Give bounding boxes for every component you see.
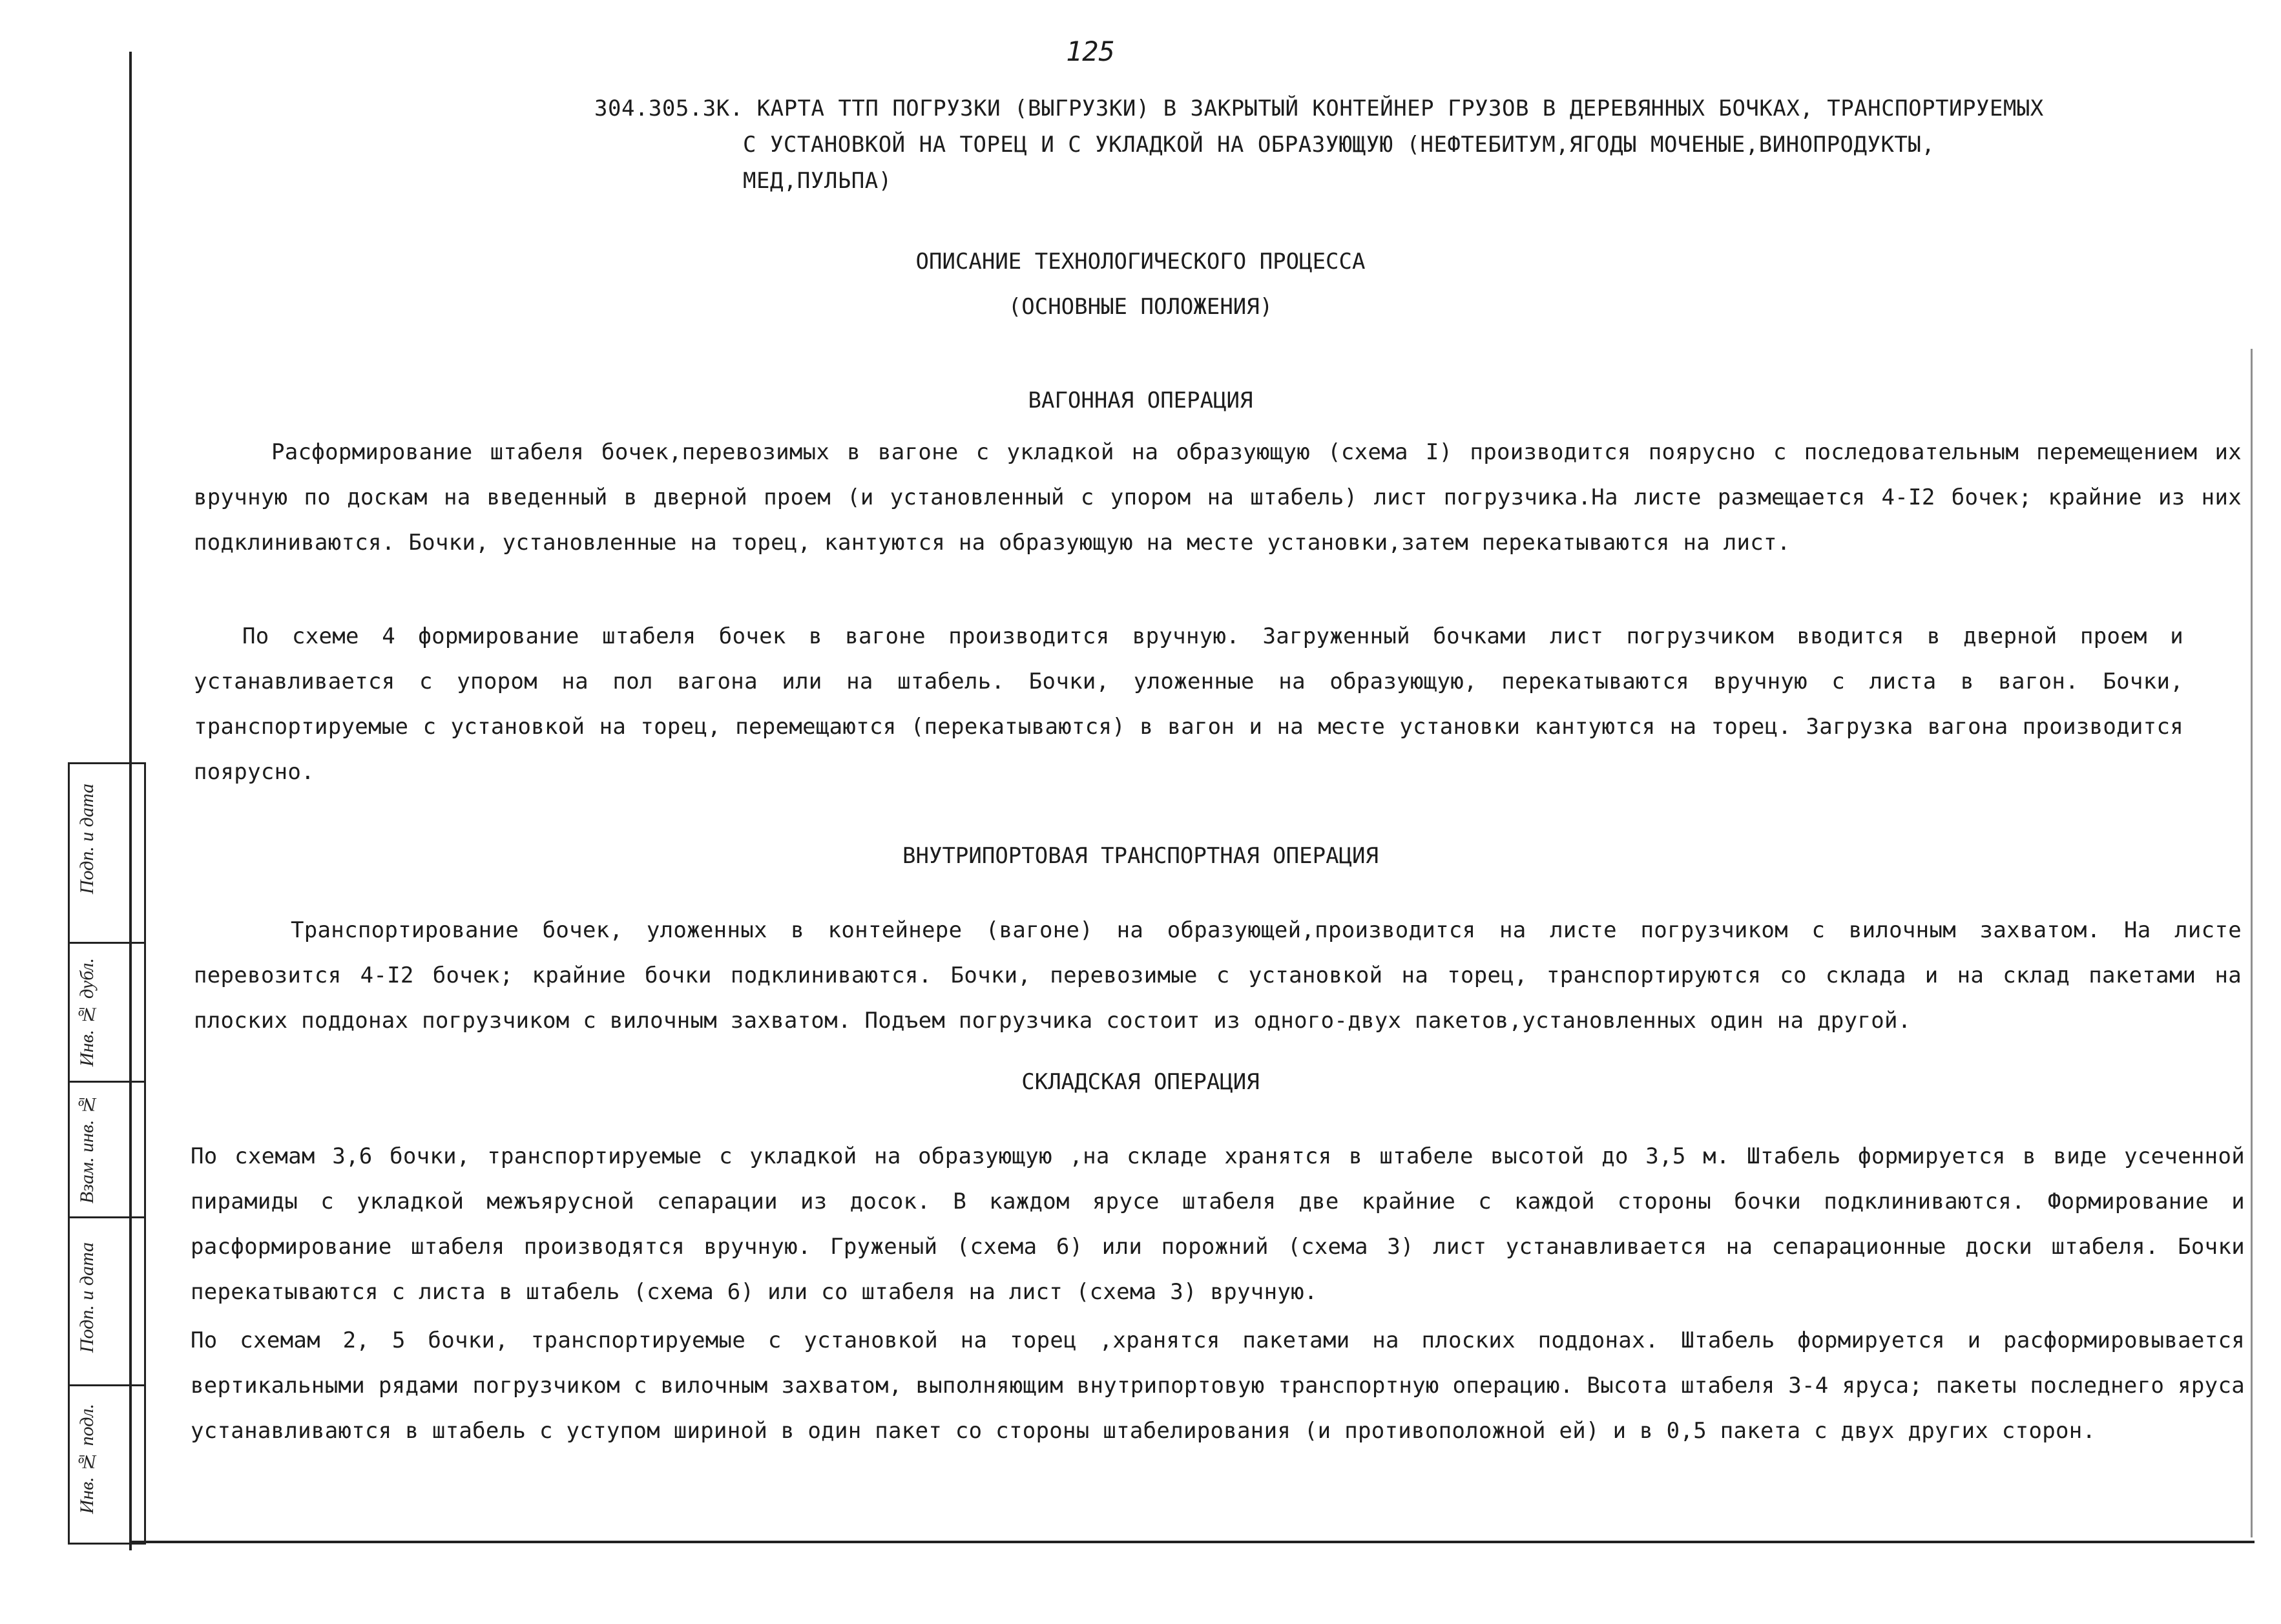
side-stamp-dup-inventory: Инв. № дубл. (76, 958, 98, 1067)
transport-paragraph: Транспортирование бочек, уложенных в контейнере (вагоне) на образующей,производится на листе погрузчиком с вилочным захватом. На листе перевозится 4-I2 бочек; крайние бочки подклиниваются. Бочки, перевозимые с установкой на торец, транспортируются со склада и на склад пакетами на плоских поддонах погрузчиком с вилочным захватом. Подъем погрузчика состоит из одного-двух пакетов,установленных один на другой. (194, 917, 2242, 1034)
frame-bottom-border (129, 1541, 2255, 1543)
document-title: ОПИСАНИЕ ТЕХНОЛОГИЧЕСКОГО ПРОЦЕССА (915, 249, 1366, 275)
side-stamp-divider (70, 1216, 144, 1218)
header-line-3: МЕД,ПУЛЬПА) (743, 168, 892, 194)
page-number: 125 (1066, 36, 1115, 67)
wagon-paragraph-1: Расформирование штабеля бочек,перевозимых в вагоне с укладкой на образующую (схема I) производится поярусно с последовательным перемещением их вручную по доскам на введенный в дверной проем (и установленный с упором на штабель) лист погрузчика.На листе размещается 4-I2 бочек; крайние из них подклиниваются. Бочки, установленные на торец, кантуются на образующую на месте установки,затем перекатываются на лист. (194, 439, 2242, 556)
side-stamp-original-inventory: Инв. № подл. (76, 1404, 98, 1514)
side-stamp (68, 762, 146, 1545)
side-stamp-divider (70, 942, 144, 944)
side-stamp-signature-date-2: Подп. и дата (76, 1242, 98, 1353)
document-header (594, 90, 2209, 199)
section-heading-wagon: ВАГОННАЯ ОПЕРАЦИЯ (1028, 388, 1253, 413)
header-line-2: С УСТАНОВКОЙ НА ТОРЕЦ И С УКЛАДКОЙ НА ОБРАЗУЮЩУЮ (НЕФТЕБИТУМ,ЯГОДЫ МОЧЕНЫЕ,ВИНОПРОДУКТЫ, (743, 132, 1935, 158)
warehouse-paragraph-1: По схемам 3,6 бочки, транспортируемые с укладкой на образующую ,на складе хранятся в штабеле высотой до 3,5 м. Штабель формируется в виде усеченной пирамиды с укладкой межъярусной сепарации из досок. В каждом ярусе штабеля две крайние с каждой стороны бочки подклиниваются. Формирование и расформирование штабеля производятся вручную. Груженый (схема 6) или порожний (схема 3) лист устанавливается на сепарационные доски штабеля. Бочки перекатываются с листа в штабель (схема 6) или со штабеля на лист (схема 3) вручную. (191, 1143, 2245, 1305)
section-heading-warehouse: СКЛАДСКАЯ ОПЕРАЦИЯ (1021, 1069, 1260, 1095)
side-stamp-divider (70, 1384, 144, 1386)
header-line-1: 304.305.3К. КАРТА ТТП ПОГРУЗКИ (ВЫГРУЗКИ) В ЗАКРЫТЫЙ КОНТЕЙНЕР ГРУЗОВ В ДЕРЕВЯННЫХ БОЧКАХ, ТРАНСПОРТИРУЕМЫХ (594, 96, 2044, 121)
side-stamp-replacement-inventory: Взам. инв. № (76, 1094, 98, 1204)
wagon-paragraph-2: По схеме 4 формирование штабеля бочек в вагоне производится вручную. Загруженный бочками лист погрузчиком вводится в дверной проем и устанавливается с упором на пол вагона или на штабель. Бочки, уложенные на образующую, перекатываются вручную с листа в вагон. Бочки, транспортируемые с установкой на торец, перемещаются (перекатываются) в вагон и на месте установки кантуются на торец. Загрузка вагона производится поярусно. (194, 623, 2183, 785)
warehouse-paragraph-2: По схемам 2, 5 бочки, транспортируемые с установкой на торец ,хранятся пакетами на плоских поддонах. Штабель формируется и расформировывается вертикальными рядами погрузчиком с вилочным захватом, выполняющим внутрипортовую транспортную операцию. Высота штабеля 3-4 яруса; пакеты последнего яруса устанавливаются в штабель с уступом шириной в один пакет со стороны штабелирования (и противоположной ей) и в 0,5 пакета с двух других сторон. (191, 1327, 2245, 1444)
document-subtitle: (ОСНОВНЫЕ ПОЛОЖЕНИЯ) (1008, 294, 1273, 320)
side-stamp-signature-date-1: Подп. и дата (76, 784, 98, 895)
frame-right-border (2251, 349, 2253, 1537)
section-heading-transport: ВНУТРИПОРТОВАЯ ТРАНСПОРТНАЯ ОПЕРАЦИЯ (902, 843, 1379, 869)
